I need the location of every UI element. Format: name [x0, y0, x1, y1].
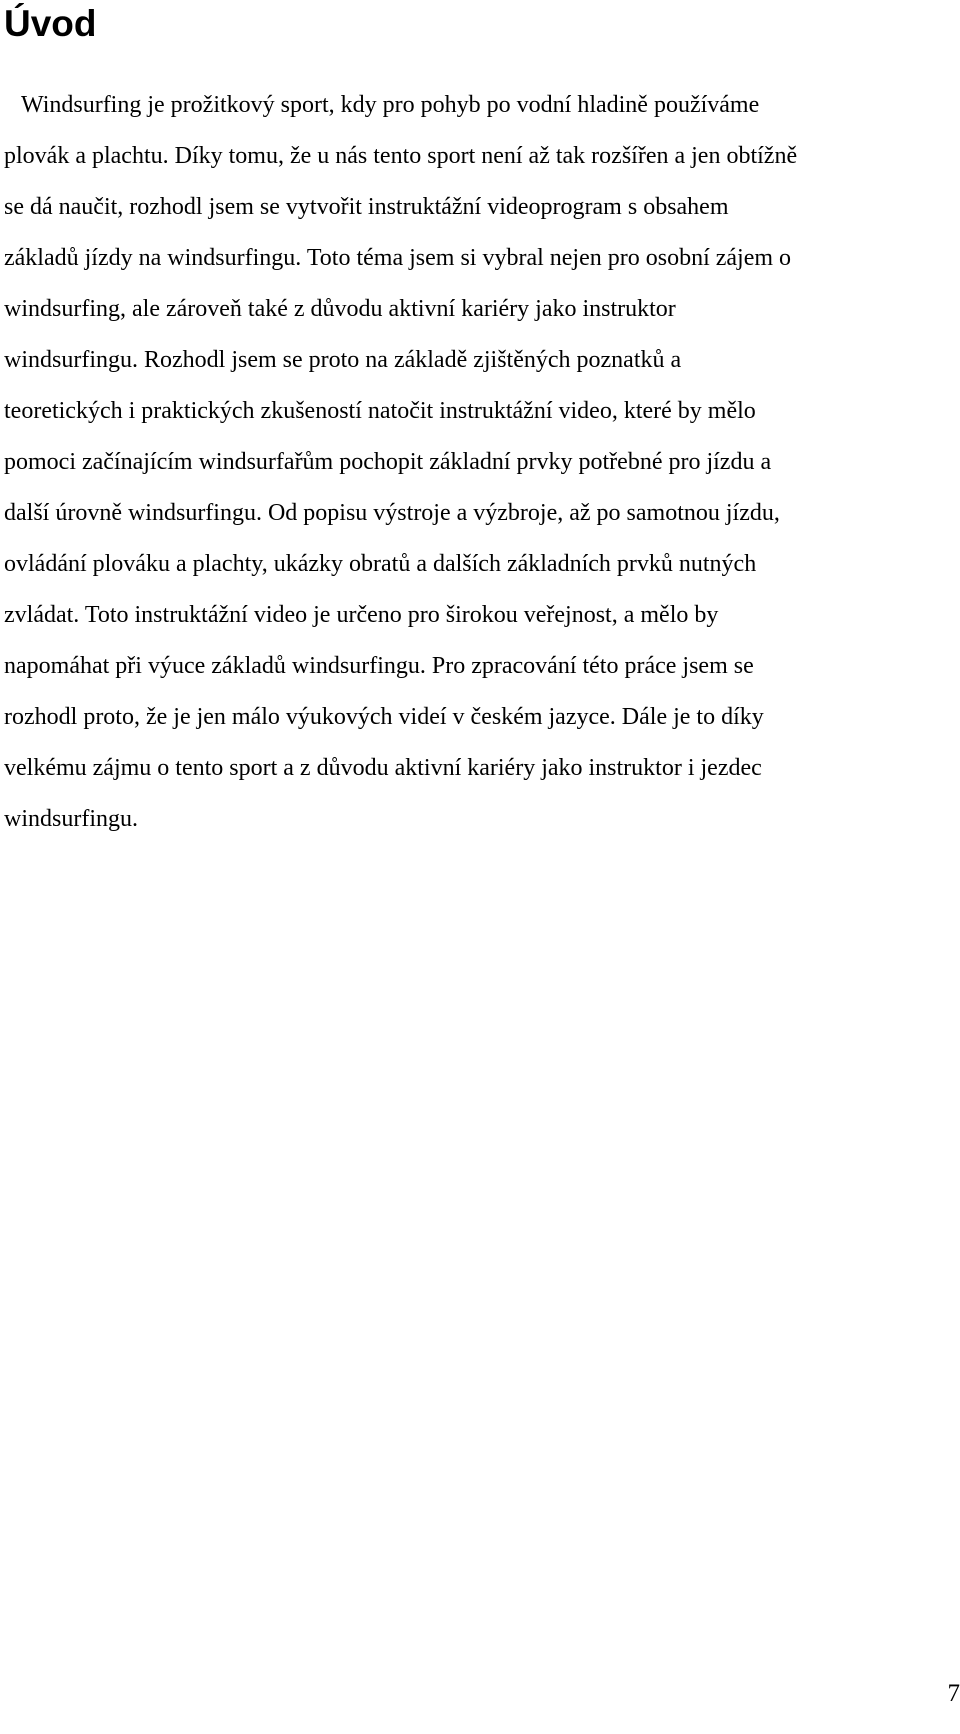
paragraph-line: základů jízdy na windsurfingu. Toto téma jsem si vybral nejen pro osobní zájem o [4, 245, 792, 271]
paragraph-line: další úrovně windsurfingu. Od popisu výstroje a výzbroje, až po samotnou jízdu, [4, 500, 780, 526]
section-heading: Úvod [4, 3, 97, 44]
paragraph-line: rozhodl proto, že je jen málo výukových videí v českém jazyce. Dále je to díky [4, 704, 764, 730]
page-number: 7 [947, 1680, 960, 1707]
paragraph-line: se dá naučit, rozhodl jsem se vytvořit instruktážní videoprogram s obsahem [4, 194, 729, 220]
paragraph-line: plovák a plachtu. Díky tomu, že u nás tento sport není až tak rozšířen a jen obtížně [4, 143, 798, 169]
paragraph-line: zvládat. Toto instruktážní video je určeno pro širokou veřejnost, a mělo by [4, 602, 719, 628]
paragraph-line: teoretických i praktických zkušeností natočit instruktážní video, které by mělo [4, 398, 756, 424]
paragraph-line: pomoci začínajícím windsurfařům pochopit základní prvky potřebné pro jízdu a [4, 449, 772, 475]
paragraph-line: windsurfing, ale zároveň také z důvodu aktivní kariéry jako instruktor [4, 296, 676, 322]
body-paragraph [4, 80, 956, 845]
paragraph-line: velkému zájmu o tento sport a z důvodu aktivní kariéry jako instruktor i jezdec [4, 755, 762, 781]
paragraph-line: windsurfingu. Rozhodl jsem se proto na základě zjištěných poznatků a [4, 347, 682, 373]
paragraph-line: Windsurfing je prožitkový sport, kdy pro pohyb po vodní hladině používáme [21, 92, 760, 118]
paragraph-line: ovládání plováku a plachty, ukázky obratů a dalších základních prvků nutných [4, 551, 757, 577]
paragraph-line: napomáhat při výuce základů windsurfingu. Pro zpracování této práce jsem se [4, 653, 754, 679]
paragraph-line: windsurfingu. [4, 806, 138, 832]
